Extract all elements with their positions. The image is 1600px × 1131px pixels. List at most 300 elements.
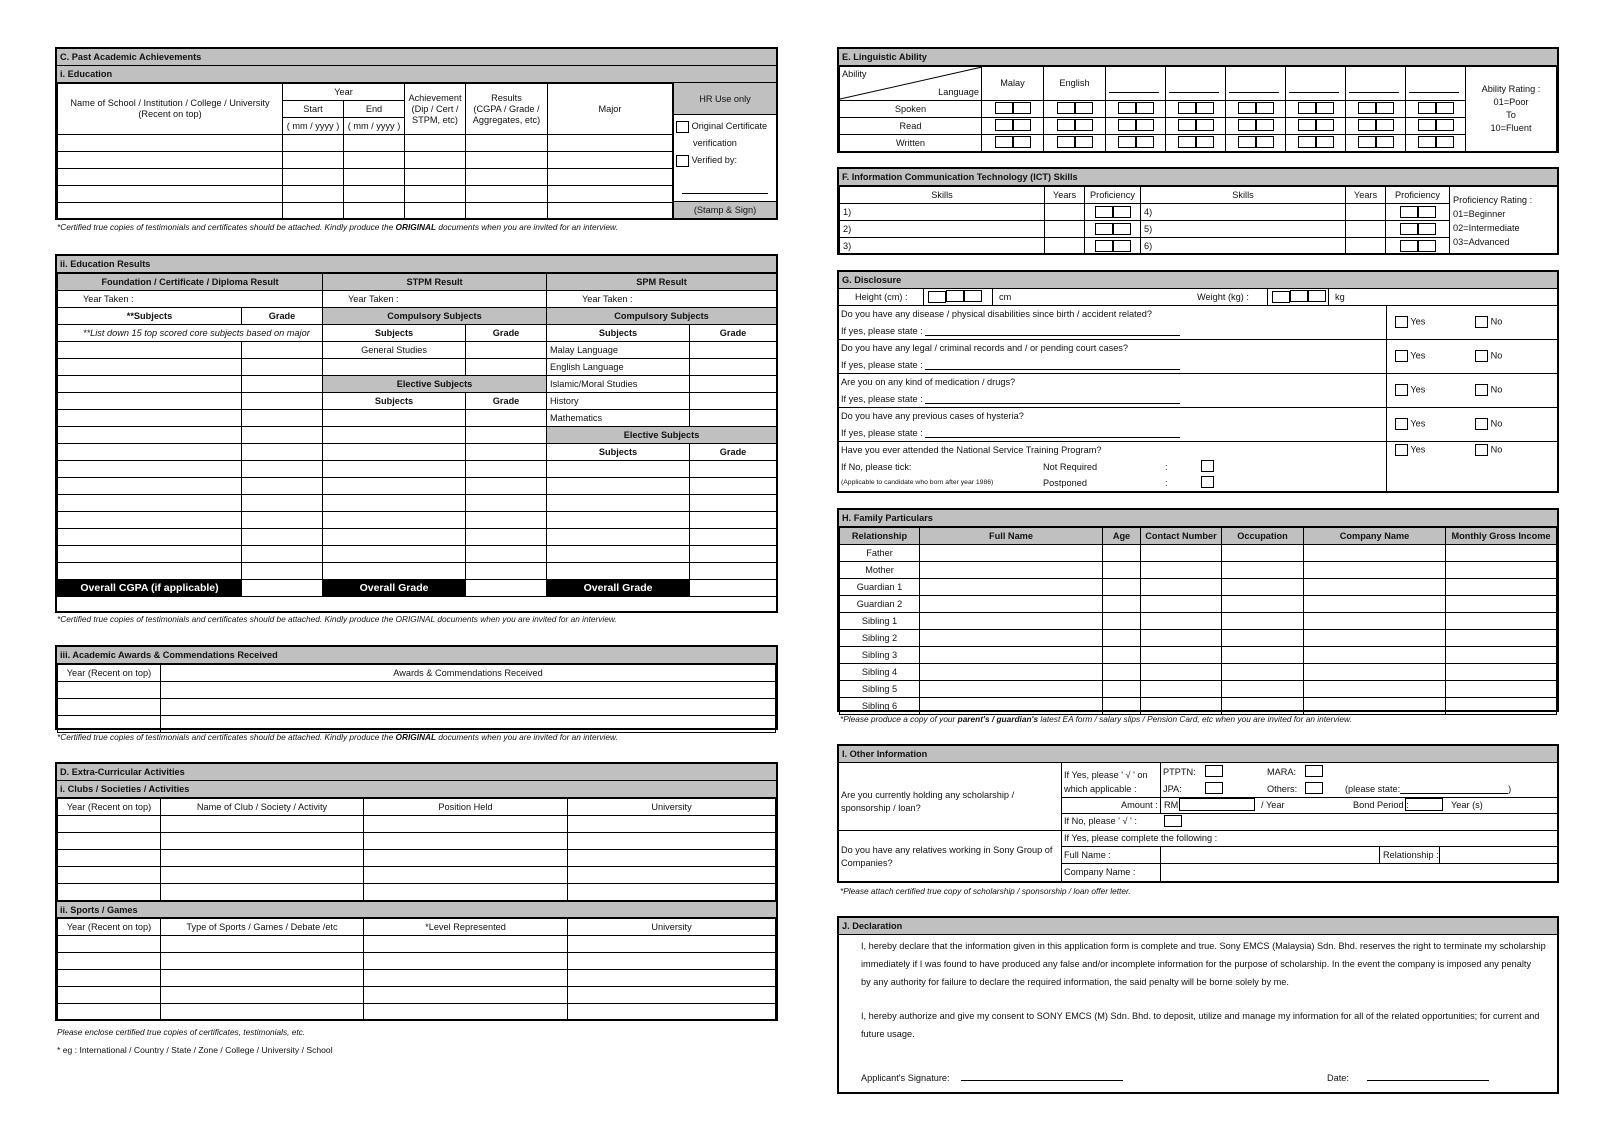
declaration-line-3: by any authority for failure to declare the required information, the said penalty will be borne solely by me. bbox=[861, 977, 1289, 987]
ns-yes: Yes bbox=[1410, 444, 1426, 455]
score-box[interactable] bbox=[995, 102, 1013, 114]
weight-input[interactable] bbox=[1267, 289, 1329, 305]
others-label: Others: bbox=[1267, 784, 1298, 794]
score-box[interactable] bbox=[1316, 136, 1334, 148]
table-row[interactable] bbox=[840, 681, 1557, 698]
q4-state: If yes, please state : bbox=[841, 428, 923, 438]
q4-yes: Yes bbox=[1410, 418, 1426, 429]
q3-text: Are you on any kind of medication / drugs? bbox=[841, 377, 1016, 387]
col-end-format: ( mm / yyyy ) bbox=[344, 118, 405, 135]
results-title: ii. Education Results bbox=[57, 256, 776, 273]
table-row[interactable] bbox=[58, 461, 777, 478]
sports-table bbox=[57, 918, 776, 1021]
prof-rating-1: Proficiency Rating : bbox=[1453, 194, 1533, 205]
position-col: Position Held bbox=[364, 799, 568, 816]
note-c bbox=[57, 222, 618, 232]
spm-header: SPM Result bbox=[547, 274, 777, 291]
table-row[interactable] bbox=[840, 238, 1558, 255]
q1-text: Do you have any disease / physical disabilities since birth / accident related? bbox=[841, 309, 1153, 319]
score-box[interactable] bbox=[1136, 119, 1154, 131]
q2-yes-checkbox[interactable] bbox=[1395, 350, 1408, 362]
hr-verification-label: verification bbox=[693, 138, 737, 148]
score-box[interactable] bbox=[1358, 102, 1376, 114]
score-box[interactable] bbox=[1436, 119, 1454, 131]
height-input[interactable] bbox=[923, 289, 993, 305]
question-ns bbox=[839, 442, 1557, 492]
results-table bbox=[57, 273, 777, 597]
fam-col-age: Age bbox=[1103, 528, 1141, 545]
overall-cgpa-value[interactable] bbox=[242, 580, 323, 597]
fam-sibling-5: Sibling 5 bbox=[840, 681, 920, 698]
ns-applicable: (Applicable to candidate who born after year 1986) bbox=[841, 479, 994, 486]
score-box[interactable] bbox=[1436, 102, 1454, 114]
jpa-checkbox[interactable] bbox=[1205, 782, 1223, 794]
q3-no-checkbox[interactable] bbox=[1475, 384, 1488, 396]
prof-box[interactable] bbox=[1400, 223, 1418, 235]
if-no-checkbox[interactable] bbox=[1164, 815, 1182, 827]
lang-blank-3[interactable] bbox=[1226, 67, 1286, 101]
found-subjects-col: **Subjects bbox=[58, 308, 242, 325]
table-row[interactable] bbox=[840, 664, 1557, 681]
ns-ifno: If No, please tick: bbox=[841, 462, 912, 472]
lang-english: English bbox=[1044, 67, 1106, 101]
q3-state: If yes, please state : bbox=[841, 394, 923, 404]
per-year-label: / Year bbox=[1261, 800, 1285, 810]
table-row[interactable] bbox=[58, 953, 776, 970]
section-c-title: C. Past Academic Achievements bbox=[57, 49, 776, 66]
table-row[interactable] bbox=[840, 579, 1557, 596]
table-row[interactable] bbox=[58, 186, 673, 203]
section-d-title: D. Extra-Curricular Activities bbox=[57, 764, 776, 781]
row-read: Read bbox=[840, 118, 982, 135]
others-checkbox[interactable] bbox=[1305, 782, 1323, 794]
table-row[interactable] bbox=[58, 495, 777, 512]
col-start: Start bbox=[283, 101, 344, 118]
found-year-taken[interactable]: Year Taken : bbox=[58, 291, 323, 308]
score-box[interactable] bbox=[1418, 136, 1436, 148]
ns-not-required: Not Required bbox=[1043, 462, 1098, 472]
score-box[interactable] bbox=[1376, 136, 1394, 148]
q4-no: No bbox=[1490, 418, 1503, 429]
table-row[interactable] bbox=[58, 563, 777, 580]
foundation-header: Foundation / Certificate / Diploma Result bbox=[58, 274, 323, 291]
stpm-compulsory: Compulsory Subjects bbox=[323, 308, 547, 325]
fam-col-occupation: Occupation bbox=[1222, 528, 1304, 545]
table-row[interactable] bbox=[58, 444, 777, 461]
prof-box[interactable] bbox=[1113, 240, 1131, 252]
score-box[interactable] bbox=[1256, 102, 1274, 114]
skill-4[interactable]: 4) bbox=[1141, 204, 1346, 221]
not-required-checkbox[interactable] bbox=[1201, 460, 1214, 472]
spm-grade-col: Grade bbox=[690, 325, 777, 342]
score-box[interactable] bbox=[1298, 119, 1316, 131]
stpm-year-taken[interactable]: Year Taken : bbox=[323, 291, 547, 308]
table-row[interactable] bbox=[58, 393, 777, 410]
q4-no-checkbox[interactable] bbox=[1475, 418, 1488, 430]
score-box[interactable] bbox=[1075, 136, 1093, 148]
verified-by-checkbox[interactable] bbox=[676, 155, 689, 167]
table-row[interactable] bbox=[58, 833, 776, 850]
score-box[interactable] bbox=[1358, 119, 1376, 131]
signature-label: Applicant's Signature: bbox=[861, 1073, 950, 1083]
overall-cgpa-label: Overall CGPA (if applicable) bbox=[58, 580, 242, 597]
table-row[interactable] bbox=[58, 850, 776, 867]
score-box[interactable] bbox=[1316, 102, 1334, 114]
complete-following: If Yes, please complete the following : bbox=[1064, 833, 1218, 843]
q1-no-checkbox[interactable] bbox=[1475, 316, 1488, 328]
col-achievement: Achievement bbox=[408, 92, 462, 103]
table-row[interactable] bbox=[840, 698, 1557, 715]
ns-no-checkbox[interactable] bbox=[1475, 444, 1488, 456]
fam-col-income: Monthly Gross Income bbox=[1446, 528, 1557, 545]
stpm-overall-label: Overall Grade bbox=[323, 580, 466, 597]
hr-use-box bbox=[672, 83, 776, 218]
cm-label: cm bbox=[999, 292, 1012, 302]
score-box[interactable] bbox=[1196, 102, 1214, 114]
mara-checkbox[interactable] bbox=[1305, 765, 1323, 777]
score-box[interactable] bbox=[1118, 136, 1136, 148]
lang-blank-6[interactable] bbox=[1406, 67, 1466, 101]
spm-subject-3: Islamic/Moral Studies bbox=[547, 376, 690, 393]
prof-box[interactable] bbox=[1418, 223, 1436, 235]
stamp-sign-label: (Stamp & Sign) bbox=[674, 201, 776, 218]
hr-original-label: Original Certificate bbox=[691, 121, 768, 131]
prof-box[interactable] bbox=[1400, 240, 1418, 252]
skill-1[interactable]: 1) bbox=[840, 204, 1045, 221]
consent-line-1: I, hereby authorize and give my consent to SONY EMCS (M) Sdn. Bhd. to deposit, utilize and manage my information for all of the related opportunities; for current and bbox=[861, 1011, 1540, 1021]
q2-text: Do you have any legal / criminal records and / or pending court cases? bbox=[841, 343, 1129, 353]
table-row[interactable] bbox=[58, 203, 673, 220]
spm-compulsory: Compulsory Subjects bbox=[547, 308, 777, 325]
education-subtitle: i. Education bbox=[57, 66, 776, 83]
note-aw-a: *Certified true copies of testimonials and certificates should be attached. Kindly produce the bbox=[57, 732, 396, 742]
q1-yes-checkbox[interactable] bbox=[1395, 316, 1408, 328]
q1-state-input[interactable] bbox=[925, 326, 1180, 336]
table-row[interactable] bbox=[840, 630, 1557, 647]
spm-elective: Elective Subjects bbox=[547, 427, 777, 444]
fam-mother: Mother bbox=[840, 562, 920, 579]
height-label: Height (cm) : bbox=[855, 292, 908, 302]
score-box[interactable] bbox=[1118, 102, 1136, 114]
spm-subjects-col: Subjects bbox=[547, 325, 690, 342]
note-fam-a: *Please produce a copy of your bbox=[840, 714, 958, 724]
score-box[interactable] bbox=[1057, 136, 1075, 148]
table-row[interactable] bbox=[840, 204, 1558, 221]
section-education-results bbox=[55, 254, 778, 613]
table-row[interactable] bbox=[58, 359, 777, 376]
fam-col-company: Company Name bbox=[1304, 528, 1446, 545]
table-row bbox=[840, 101, 1557, 118]
table-row[interactable] bbox=[840, 562, 1557, 579]
section-f-title: F. Information Communication Technology (ICT) Skills bbox=[839, 169, 1557, 186]
spm-year-taken[interactable]: Year Taken : bbox=[547, 291, 777, 308]
language-table bbox=[839, 66, 1557, 152]
company-name-label: Company Name : bbox=[1064, 867, 1136, 877]
col-ach-3: STPM, etc) bbox=[412, 114, 458, 125]
table-row[interactable] bbox=[58, 478, 777, 495]
awards-title: iii. Academic Awards & Commendations Received bbox=[57, 647, 776, 664]
col-major: Major bbox=[548, 84, 673, 135]
section-i-title: I. Other Information bbox=[839, 746, 1557, 763]
signature-input[interactable] bbox=[961, 1069, 1123, 1081]
prof-box[interactable] bbox=[1113, 206, 1131, 218]
prof-box[interactable] bbox=[1418, 240, 1436, 252]
score-box[interactable] bbox=[1256, 119, 1274, 131]
question-3 bbox=[839, 374, 1557, 408]
scholarship-question: Are you currently holding any scholarship / sponsorship / loan? bbox=[841, 790, 1015, 813]
prof-box[interactable] bbox=[1095, 206, 1113, 218]
education-table bbox=[57, 83, 673, 220]
table-row[interactable] bbox=[840, 545, 1557, 562]
note-fam-c: latest EA form / salary slips / Pension Card, etc when you are invited for an interview. bbox=[1038, 714, 1352, 724]
spm-subject-2: English Language bbox=[547, 359, 690, 376]
score-box[interactable] bbox=[1358, 136, 1376, 148]
rm-label: RM bbox=[1164, 800, 1179, 810]
table-row[interactable] bbox=[58, 682, 776, 699]
sports-university-col: University bbox=[568, 919, 776, 936]
q1-yes: Yes bbox=[1410, 316, 1426, 327]
q2-no-checkbox[interactable] bbox=[1475, 350, 1488, 362]
section-linguistic bbox=[837, 47, 1559, 153]
score-box[interactable] bbox=[995, 136, 1013, 148]
ability-label: Ability bbox=[842, 69, 867, 79]
section-extracurricular bbox=[55, 762, 778, 1021]
fam-sibling-3: Sibling 3 bbox=[840, 647, 920, 664]
section-h-title: H. Family Particulars bbox=[839, 510, 1557, 527]
table-row[interactable] bbox=[58, 884, 776, 901]
fam-guardian-2: Guardian 2 bbox=[840, 596, 920, 613]
question-4 bbox=[839, 408, 1557, 442]
amount-input[interactable] bbox=[1179, 798, 1255, 811]
years-label: Year (s) bbox=[1451, 800, 1483, 810]
score-box[interactable] bbox=[1013, 119, 1031, 131]
table-row[interactable] bbox=[58, 410, 777, 427]
col-year: Year bbox=[283, 84, 405, 101]
score-box[interactable] bbox=[1418, 119, 1436, 131]
table-row[interactable] bbox=[58, 867, 776, 884]
q4-state-input[interactable] bbox=[925, 428, 1180, 438]
score-box[interactable] bbox=[1013, 102, 1031, 114]
bond-period-input[interactable] bbox=[1405, 798, 1443, 811]
q4-yes-checkbox[interactable] bbox=[1395, 418, 1408, 430]
score-box[interactable] bbox=[1178, 102, 1196, 114]
spm-overall-value[interactable] bbox=[690, 580, 777, 597]
table-row[interactable] bbox=[58, 816, 776, 833]
q1-no: No bbox=[1490, 316, 1503, 327]
table-row[interactable] bbox=[58, 970, 776, 987]
declaration-line-2: immediately if I was found to have produced any false and/or incomplete information for the purpose of scholarship. In the event the company is imposed any penalty bbox=[861, 959, 1532, 969]
q3-yes: Yes bbox=[1410, 384, 1426, 395]
prof-rating-3: 02=Intermediate bbox=[1453, 222, 1520, 233]
ns-colon-2: : bbox=[1165, 478, 1168, 488]
table-row[interactable] bbox=[58, 529, 777, 546]
score-box[interactable] bbox=[1178, 136, 1196, 148]
table-row[interactable] bbox=[58, 699, 776, 716]
note-results: *Certified true copies of testimonials and certificates should be attached. Kindly produce the ORIGINAL documents when you are invited for an interview. bbox=[57, 614, 617, 624]
postponed-checkbox[interactable] bbox=[1201, 476, 1214, 488]
lang-blank-1[interactable] bbox=[1106, 67, 1166, 101]
score-box[interactable] bbox=[1316, 119, 1334, 131]
kg-label: kg bbox=[1335, 292, 1345, 302]
fam-sibling-2: Sibling 2 bbox=[840, 630, 920, 647]
table-row[interactable] bbox=[840, 596, 1557, 613]
lang-blank-4[interactable] bbox=[1286, 67, 1346, 101]
section-declaration bbox=[837, 916, 1559, 1094]
q4-text: Do you have any previous cases of hysteria? bbox=[841, 411, 1024, 421]
score-box[interactable] bbox=[995, 119, 1013, 131]
prof-box[interactable] bbox=[1400, 206, 1418, 218]
score-box[interactable] bbox=[1075, 102, 1093, 114]
score-box[interactable] bbox=[1075, 119, 1093, 131]
prof-box[interactable] bbox=[1113, 223, 1131, 235]
skills-col-1: Skills bbox=[840, 187, 1045, 204]
prof-rating-4: 03=Advanced bbox=[1453, 236, 1510, 247]
awards-year-col: Year (Recent on top) bbox=[58, 665, 161, 682]
lang-blank-2[interactable] bbox=[1166, 67, 1226, 101]
skill-3[interactable]: 3) bbox=[840, 238, 1045, 255]
prof-rating-2: 01=Beginner bbox=[1453, 208, 1506, 219]
lang-blank-5[interactable] bbox=[1346, 67, 1406, 101]
if-yes-applicable: If Yes, please ' √ ' on which applicable : bbox=[1064, 770, 1148, 794]
prof-box[interactable] bbox=[1095, 240, 1113, 252]
table-row[interactable] bbox=[58, 512, 777, 529]
ns-yes-checkbox[interactable] bbox=[1395, 444, 1408, 456]
original-cert-checkbox[interactable] bbox=[676, 121, 689, 133]
note-awards bbox=[57, 732, 618, 742]
q2-state: If yes, please state : bbox=[841, 360, 923, 370]
score-box[interactable] bbox=[1298, 136, 1316, 148]
note-family bbox=[840, 714, 1352, 724]
score-box[interactable] bbox=[1238, 136, 1256, 148]
sports-year-col: Year (Recent on top) bbox=[58, 919, 161, 936]
fam-sibling-1: Sibling 1 bbox=[840, 613, 920, 630]
ns-no: No bbox=[1490, 444, 1503, 455]
prof-box[interactable] bbox=[1095, 223, 1113, 235]
note-c-a: *Certified true copies of testimonials and certificates should be attached. Kindly produce the bbox=[57, 222, 396, 232]
awards-table bbox=[57, 664, 776, 733]
score-box[interactable] bbox=[1238, 102, 1256, 114]
ns-colon-1: : bbox=[1165, 462, 1168, 472]
table-row bbox=[840, 135, 1557, 152]
date-input[interactable] bbox=[1367, 1069, 1489, 1081]
score-box[interactable] bbox=[1418, 102, 1436, 114]
table-row bbox=[840, 118, 1557, 135]
others-state-input[interactable] bbox=[1400, 784, 1508, 794]
col-school-note: (Recent on top) bbox=[138, 109, 202, 119]
score-box[interactable] bbox=[1136, 102, 1154, 114]
score-box[interactable] bbox=[1238, 119, 1256, 131]
lang-malay: Malay bbox=[982, 67, 1044, 101]
score-box[interactable] bbox=[1057, 102, 1075, 114]
clubs-subtitle: i. Clubs / Societies / Activities bbox=[57, 781, 776, 798]
prof-box[interactable] bbox=[1418, 206, 1436, 218]
prof-col-1: Proficiency bbox=[1085, 187, 1141, 204]
score-box[interactable] bbox=[1057, 119, 1075, 131]
table-row[interactable] bbox=[58, 342, 777, 359]
sports-subtitle: ii. Sports / Games bbox=[57, 901, 776, 918]
table-row[interactable] bbox=[840, 647, 1557, 664]
section-past-academic bbox=[55, 47, 778, 220]
table-row[interactable] bbox=[58, 936, 776, 953]
note-aw-c: documents when you are invited for an interview. bbox=[436, 732, 618, 742]
score-box[interactable] bbox=[1196, 136, 1214, 148]
col-end: End bbox=[344, 101, 405, 118]
note-scholarship: *Please attach certified true copy of scholarship / sponsorship / loan offer letter. bbox=[840, 886, 1131, 896]
skill-5[interactable]: 5) bbox=[1141, 221, 1346, 238]
relatives-question: Do you have any relatives working in Sony Group of Companies? bbox=[841, 845, 1053, 868]
score-box[interactable] bbox=[1376, 102, 1394, 114]
section-other-info: I. Other Information Are you currently holding any scholarship / sponsorship / loan? If Yes, please ' √ ' on which applicable : PTPTN: MARA: JPA: Others: (please state: ) Amount : RM / Year Bond Period : Year (s) If No, please ' √ ' : Do you have any relatives working in Sony Group of Companies? If Yes, please complete the following : Full Name : Relationship : Company Name : bbox=[837, 744, 1559, 883]
bond-period-label: Bond Period : bbox=[1353, 800, 1409, 810]
rating-4: 10=Fluent bbox=[1490, 123, 1532, 133]
years-col-1: Years bbox=[1045, 187, 1085, 204]
family-table bbox=[839, 527, 1557, 715]
skill-6[interactable]: 6) bbox=[1141, 238, 1346, 255]
section-family bbox=[837, 508, 1559, 712]
level-col: *Level Represented bbox=[364, 919, 568, 936]
table-row[interactable] bbox=[58, 427, 777, 444]
date-label: Date: bbox=[1327, 1073, 1349, 1083]
score-box[interactable] bbox=[1136, 136, 1154, 148]
score-box[interactable] bbox=[1013, 136, 1031, 148]
table-row[interactable] bbox=[58, 169, 673, 186]
table-row[interactable] bbox=[58, 1004, 776, 1021]
ability-language-header bbox=[840, 67, 982, 101]
row-spoken: Spoken bbox=[840, 101, 982, 118]
table-row[interactable] bbox=[58, 987, 776, 1004]
disclosure-questions bbox=[839, 306, 1557, 492]
table-row[interactable] bbox=[840, 221, 1558, 238]
spm-subject-1: Malay Language bbox=[547, 342, 690, 359]
score-box[interactable] bbox=[1436, 136, 1454, 148]
score-box[interactable] bbox=[1256, 136, 1274, 148]
language-label: Language bbox=[938, 87, 979, 97]
table-row[interactable] bbox=[58, 376, 777, 393]
stpm-overall-value[interactable] bbox=[466, 580, 547, 597]
rating-1: Ability Rating : bbox=[1481, 84, 1541, 94]
score-box[interactable] bbox=[1118, 119, 1136, 131]
col-start-format: ( mm / yyyy ) bbox=[283, 118, 344, 135]
table-row[interactable] bbox=[58, 716, 776, 733]
spm-subject-4: History bbox=[547, 393, 690, 410]
stpm-elective: Elective Subjects bbox=[323, 376, 547, 393]
q3-state-input[interactable] bbox=[925, 394, 1180, 404]
stpm-elec-grade: Grade bbox=[466, 393, 547, 410]
table-row[interactable] bbox=[840, 613, 1557, 630]
hr-verified-label: Verified by: bbox=[691, 155, 738, 165]
ptptn-checkbox[interactable] bbox=[1205, 765, 1223, 777]
table-row[interactable] bbox=[58, 152, 673, 169]
score-box[interactable] bbox=[1298, 102, 1316, 114]
skill-2[interactable]: 2) bbox=[840, 221, 1045, 238]
table-row[interactable] bbox=[58, 135, 673, 152]
rating-3: To bbox=[1506, 110, 1516, 120]
section-awards bbox=[55, 645, 778, 730]
note-aw-b: ORIGINAL bbox=[395, 732, 437, 742]
ptptn-label: PTPTN: bbox=[1163, 767, 1196, 777]
score-box[interactable] bbox=[1196, 119, 1214, 131]
please-state-label: (please state: bbox=[1345, 784, 1401, 794]
table-row[interactable] bbox=[58, 546, 777, 563]
col-school-name: Name of School / Institution / College / University bbox=[70, 98, 270, 108]
score-box[interactable] bbox=[1376, 119, 1394, 131]
skills-col-2: Skills bbox=[1141, 187, 1346, 204]
jpa-label: JPA: bbox=[1163, 784, 1182, 794]
clubs-year-col: Year (Recent on top) bbox=[58, 799, 161, 816]
score-box[interactable] bbox=[1178, 119, 1196, 131]
q3-yes-checkbox[interactable] bbox=[1395, 384, 1408, 396]
q2-state-input[interactable] bbox=[925, 360, 1180, 370]
